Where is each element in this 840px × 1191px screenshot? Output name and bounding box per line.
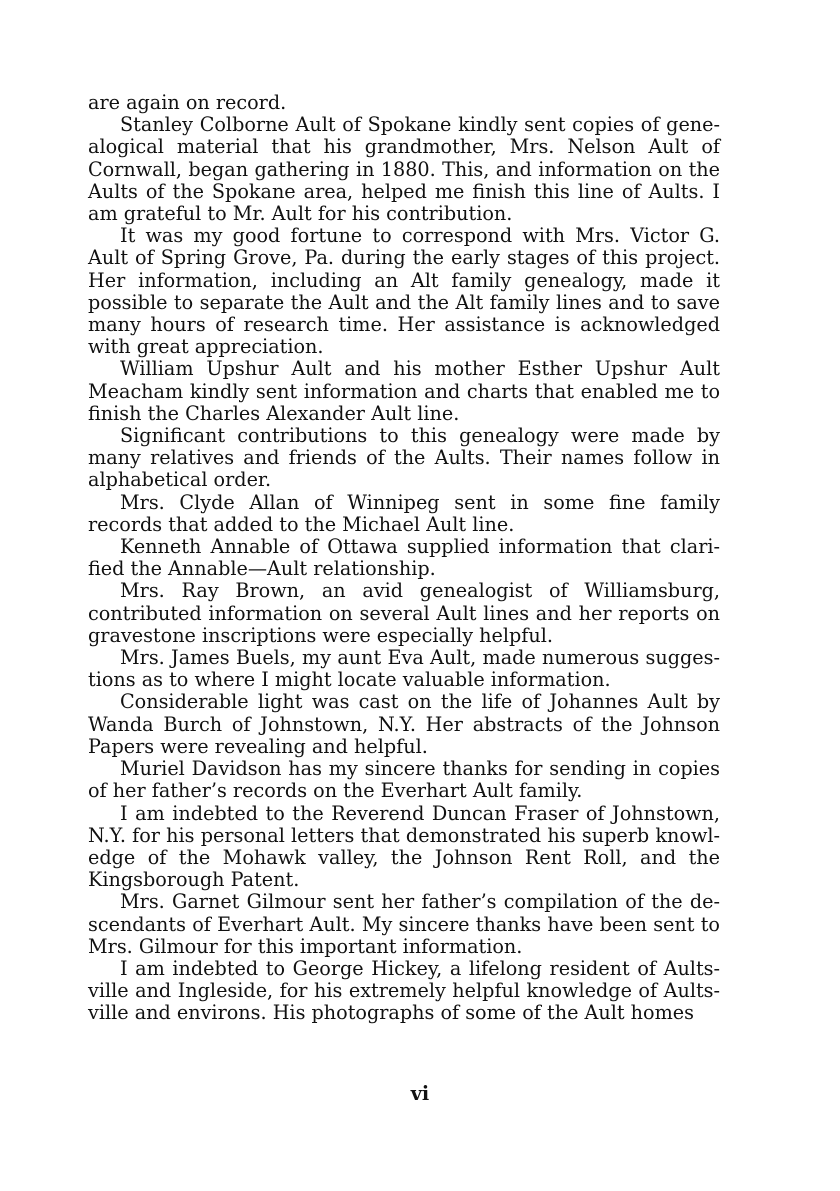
paragraph-kenneth-annable: Kenneth Annable of Ottawa supplied information that clarified the Annable—Ault relationship.: [88, 535, 720, 581]
paragraph-wanda-burch: Considerable light was cast on the life of Johannes Ault by Wanda Burch of Johnstown, N.Y. Her abstracts of the Johnson Papers were revealing and helpful.: [88, 690, 720, 758]
paragraph-duncan-fraser: I am indebted to the Reverend Duncan Fraser of Johnstown, N.Y. for his personal letters that demonstrated his superb knowledge of the Mohawk valley, the Johnson Rent Roll, and the Kingsborough Patent.: [88, 801, 720, 892]
document-page: [88, 92, 720, 1025]
paragraph-stanley-colborne-ault: Stanley Colborne Ault of Spokane kindly sent copies of genealogical material that his grandmother, Mrs. Nelson Ault of Cornwall, began gathering in 1880. This, and information on the Aults of the Spokane area, helped me finish this line of Aults. I am grateful to Mr. Ault for his contribution.: [88, 113, 720, 226]
paragraph-continuation: are again on record.: [88, 91, 287, 114]
paragraph-james-buels: Mrs. James Buels, my aunt Eva Ault, made numerous suggestions as to where I might locate valuable information.: [88, 646, 720, 692]
paragraph-victor-g-ault: It was my good fortune to correspond with Mrs. Victor G. Ault of Spring Grove, Pa. during the early stages of this project. Her information, including an Alt family genealogy, made it possible to separate the Ault and the Alt family lines and to save many hours of research time. Her assistance is acknowledged with great appreciation.: [88, 224, 720, 359]
paragraph-muriel-davidson: Muriel Davidson has my sincere thanks for sending in copies of her father’s records on the Everhart Ault family.: [88, 757, 720, 803]
paragraph-william-upshur-ault: William Upshur Ault and his mother Esther Upshur Ault Meacham kindly sent information and charts that enabled me to finish the Charles Alexander Ault line.: [88, 357, 720, 425]
paragraph-clyde-allan: Mrs. Clyde Allan of Winnipeg sent in some fine family records that added to the Michael Ault line.: [88, 490, 720, 536]
paragraph-garnet-gilmour: Mrs. Garnet Gilmour sent her father’s compilation of the descendants of Everhart Ault. My sincere thanks have been sent to Mrs. Gilmour for this important information.: [88, 890, 720, 958]
paragraph-ray-brown: Mrs. Ray Brown, an avid genealogist of Williamsburg, contributed information on several Ault lines and her reports on gravestone inscriptions were especially helpful.: [88, 579, 720, 647]
paragraph-george-hickey: I am indebted to George Hickey, a lifelong resident of Aultsville and Ingleside, for his extremely helpful knowledge of Aultsville and environs. His photographs of some of the Ault homes: [88, 956, 720, 1025]
page-number: vi: [410, 1082, 430, 1105]
paragraph-contributions-intro: Significant contributions to this genealogy were made by many relatives and friends of the Aults. Their names follow in alphabetical order.: [88, 424, 720, 492]
